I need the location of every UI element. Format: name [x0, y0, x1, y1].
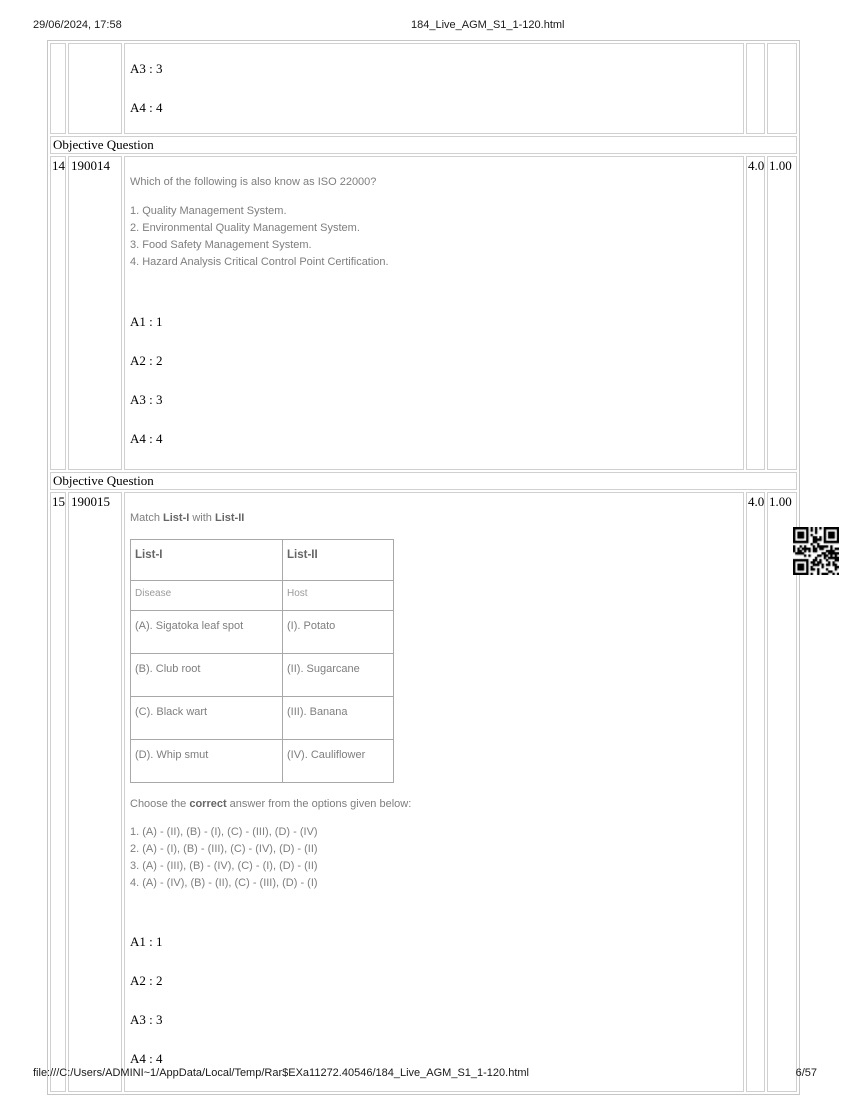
section-label: Objective Question: [50, 472, 797, 490]
qr-code: [793, 527, 839, 575]
print-footer-file-url: file:///C:/Users/ADMINI~1/AppData/Local/Temp/Rar$EXa11272.40546/184_Live_AGM_S1_1-120.html: [33, 1067, 529, 1079]
question-row-15: [50, 492, 797, 1092]
negative-marks-cell: [767, 43, 797, 134]
option-item: 3. Food Safety Management System.: [130, 239, 312, 251]
match-prefix: Match: [130, 512, 164, 524]
question-body: [124, 492, 744, 1092]
question-id: 190015: [68, 492, 122, 1092]
choose-prefix: Choose the: [130, 798, 190, 810]
marks-positive: 4.0: [746, 156, 765, 470]
choose-suffix: answer from the options given below:: [226, 798, 412, 810]
match-table-row: [131, 740, 394, 783]
question-number: 14: [50, 156, 66, 470]
match-table-row: [131, 697, 394, 740]
question-table: [47, 40, 800, 1095]
answer-option: A4 : 4: [130, 100, 163, 115]
answer-option: A3 : 3: [130, 61, 163, 76]
marks-negative: 1.00: [767, 492, 797, 1092]
question-sheet: [47, 40, 803, 1066]
match-cell: (D). Whip smut: [131, 740, 283, 783]
options-list: [130, 824, 738, 892]
list1-label: List-I: [163, 512, 190, 524]
question-row-14: [50, 156, 797, 470]
match-cell: (IV). Cauliflower: [283, 740, 394, 783]
question-number-cell: [50, 43, 66, 134]
answer-option: A3 : 3: [130, 1012, 163, 1027]
match-table-row: [131, 611, 394, 654]
match-table-subheader-row: [131, 581, 394, 611]
print-header-filename: 184_Live_AGM_S1_1-120.html: [411, 19, 565, 31]
match-header-list1: List-I: [131, 540, 283, 581]
option-item: 2. Environmental Quality Management System.: [130, 222, 360, 234]
options-list: [130, 203, 738, 271]
answer-option: A3 : 3: [130, 392, 163, 407]
match-subheader-host: Host: [283, 581, 394, 611]
question-id-cell: [68, 43, 122, 134]
answer-option: A2 : 2: [130, 973, 163, 988]
match-table-row: [131, 654, 394, 697]
match-cell: (A). Sigatoka leaf spot: [131, 611, 283, 654]
match-subheader-disease: Disease: [131, 581, 283, 611]
match-cell: (C). Black wart: [131, 697, 283, 740]
match-cell: (III). Banana: [283, 697, 394, 740]
question-text: Which of the following is also know as ISO 22000?: [130, 176, 377, 188]
option-item: 2. (A) - (I), (B) - (III), (C) - (IV), (D) - (II): [130, 843, 318, 855]
answer-option: A1 : 1: [130, 314, 163, 329]
match-list-table: [130, 539, 394, 783]
question-row-continued: [50, 43, 797, 134]
question-text: [130, 512, 738, 525]
list2-label: List-II: [214, 512, 245, 524]
option-item: 3. (A) - (III), (B) - (IV), (C) - (I), (D) - (II): [130, 860, 318, 872]
answer-option: A4 : 4: [130, 1051, 163, 1066]
option-item: 4. (A) - (IV), (B) - (II), (C) - (III), (D) - (I): [130, 877, 318, 889]
print-header-datetime: 29/06/2024, 17:58: [33, 19, 122, 31]
print-footer-page-number: 6/57: [795, 1067, 817, 1079]
match-cell: (II). Sugarcane: [283, 654, 394, 697]
option-item: 4. Hazard Analysis Critical Control Point Certification.: [130, 256, 389, 268]
match-header-list2: List-II: [283, 540, 394, 581]
section-label: Objective Question: [50, 136, 797, 154]
marks-cell: [746, 43, 765, 134]
answer-option: A2 : 2: [130, 353, 163, 368]
match-cell: (I). Potato: [283, 611, 394, 654]
answer-option: A4 : 4: [130, 431, 163, 446]
choose-bold-word: correct: [189, 798, 227, 810]
section-row: [50, 472, 797, 490]
choose-instruction: [130, 798, 738, 811]
answer-option: A1 : 1: [130, 934, 163, 949]
option-item: 1. (A) - (II), (B) - (I), (C) - (III), (D) - (IV): [130, 826, 318, 838]
question-id: 190014: [68, 156, 122, 470]
question-number: 15: [50, 492, 66, 1092]
match-table-header-row: [131, 540, 394, 581]
option-item: 1. Quality Management System.: [130, 205, 287, 217]
question-body-cell: [124, 43, 744, 134]
section-row: [50, 136, 797, 154]
match-middle: with: [189, 512, 215, 524]
marks-positive: 4.0: [746, 492, 765, 1092]
marks-negative: 1.00: [767, 156, 797, 470]
match-cell: (B). Club root: [131, 654, 283, 697]
question-body: [124, 156, 744, 470]
